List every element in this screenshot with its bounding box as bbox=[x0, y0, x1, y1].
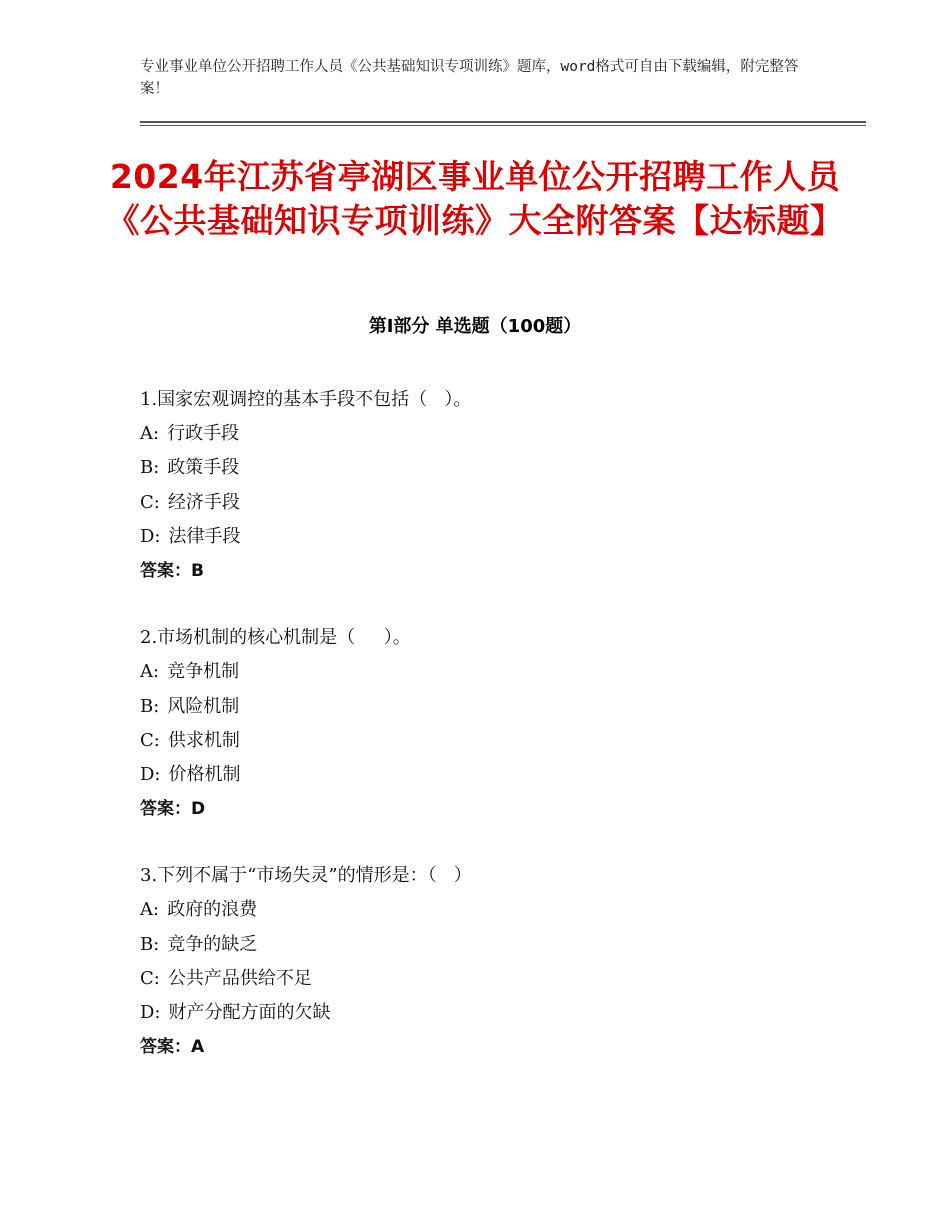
option-label: C: bbox=[140, 729, 160, 751]
option-c bbox=[140, 724, 820, 758]
answer-line: 答案：D bbox=[140, 799, 206, 820]
option-label: A: bbox=[140, 899, 160, 921]
option-label: B: bbox=[140, 695, 160, 717]
option-a bbox=[140, 417, 820, 451]
option-label: C: bbox=[140, 967, 160, 989]
option-label: A: bbox=[140, 661, 160, 683]
option-label: B: bbox=[140, 933, 160, 955]
option-b bbox=[140, 928, 820, 962]
document-title: 2024年江苏省亭湖区事业单位公开招聘工作人员《公共基础知识专项训练》大全附答案【达标题】 bbox=[106, 157, 844, 240]
option-text: 公共产品供给不足 bbox=[167, 967, 312, 989]
option-text: 财产分配方面的欠缺 bbox=[168, 1002, 331, 1023]
question-1 bbox=[140, 383, 820, 588]
option-c bbox=[140, 486, 820, 520]
option-text: 政府的浪费 bbox=[167, 899, 258, 921]
option-label: B: bbox=[140, 457, 160, 479]
option-label: D: bbox=[140, 763, 161, 785]
page-header-note: 专业事业单位公开招聘工作人员《公共基础知识专项训练》题库，word格式可自由下载编辑，附完整答案！ bbox=[140, 59, 799, 97]
option-text: 经济手段 bbox=[167, 491, 240, 513]
option-d bbox=[140, 520, 820, 554]
option-b bbox=[140, 690, 820, 724]
option-c bbox=[140, 962, 820, 996]
answer-line: 答案：A bbox=[140, 1037, 205, 1058]
option-label: D: bbox=[140, 1002, 161, 1023]
option-label: D: bbox=[140, 525, 161, 547]
question-stem: 2.市场机制的核心机制是（ ）。 bbox=[140, 627, 411, 649]
question-3 bbox=[140, 859, 820, 1064]
question-2 bbox=[140, 621, 820, 826]
option-d bbox=[140, 996, 820, 1030]
option-text: 行政手段 bbox=[167, 423, 240, 445]
option-d bbox=[140, 758, 820, 792]
option-a bbox=[140, 893, 820, 927]
option-text: 风险机制 bbox=[167, 695, 240, 717]
option-text: 竞争的缺乏 bbox=[167, 933, 258, 955]
question-stem: 1.国家宏观调控的基本手段不包括（ ）。 bbox=[140, 389, 472, 410]
option-text: 价格机制 bbox=[168, 763, 241, 785]
option-text: 供求机制 bbox=[167, 729, 240, 751]
question-stem: 3.下列不属于“市场失灵”的情形是：（ ） bbox=[140, 865, 472, 887]
option-a bbox=[140, 655, 820, 689]
option-text: 政策手段 bbox=[167, 457, 240, 479]
header-rule-thick bbox=[140, 121, 866, 123]
answer-line: 答案：B bbox=[140, 560, 204, 581]
section-title: 第Ⅰ部分 单选题（100题） bbox=[368, 316, 582, 337]
option-text: 法律手段 bbox=[168, 525, 241, 547]
option-label: C: bbox=[140, 491, 160, 513]
question-list bbox=[140, 383, 820, 1097]
header-rule-thin bbox=[140, 125, 866, 126]
option-b bbox=[140, 451, 820, 485]
option-text: 竞争机制 bbox=[167, 661, 240, 683]
option-label: A: bbox=[140, 423, 160, 445]
